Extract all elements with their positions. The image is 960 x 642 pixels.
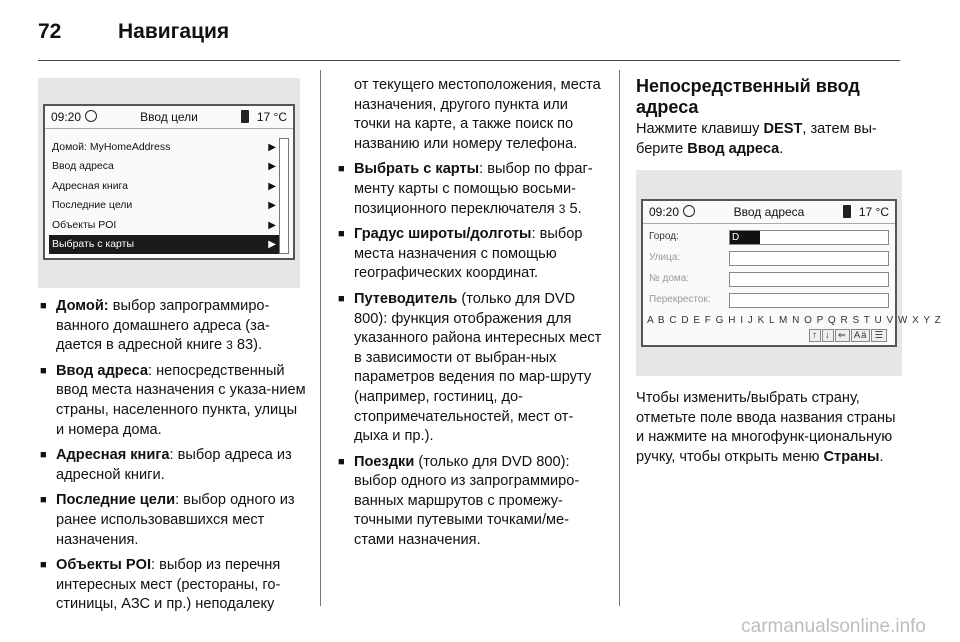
bullet-text: (только для DVD 800): выбор одного из запрограммиро-ванных маршрутов с промежу-точными путевыми точками/ме-стами назначения. — [354, 453, 580, 549]
city-value: D — [730, 231, 760, 244]
bullet-recent-destinations — [40, 491, 308, 550]
bullet-text: : выбор адреса из адресной книги. — [56, 447, 292, 483]
page-ref: 5. — [569, 200, 582, 217]
status-bar — [45, 106, 293, 129]
menu-item-label: Ввод адреса — [52, 160, 114, 172]
chevron-right-icon: ▶ — [268, 161, 276, 172]
list-icon[interactable]: ☰ — [871, 329, 887, 342]
country-paragraph — [636, 389, 906, 467]
text: . — [779, 140, 784, 157]
phone-icon — [843, 205, 851, 218]
screenshot-destination-entry — [38, 78, 300, 288]
bullet-trips — [338, 453, 606, 551]
term-select-from-map: Выбрать с карты — [354, 161, 480, 178]
page-ref: 83). — [236, 337, 263, 354]
menu-item-label: Адресная книга — [52, 180, 128, 192]
page-title: Навигация — [118, 20, 230, 43]
menu-item-label: Последние цели — [52, 199, 133, 211]
speller-controls — [808, 329, 887, 342]
intersection-field[interactable] — [729, 293, 889, 308]
status-bar — [643, 201, 895, 224]
watermark: carmanualsonline.info — [741, 616, 926, 637]
text: , затем вы-берите — [636, 121, 877, 157]
key-dest: DEST — [763, 121, 803, 137]
term-address-book: Адресная книга — [56, 447, 170, 464]
screen-title: Ввод адреса — [733, 205, 805, 219]
bullet-text: : выбор по фраг-менту карты с помощью восьми-позиционного переключателя — [354, 161, 593, 217]
page-ref-icon: 3 — [558, 201, 566, 216]
backspace-icon[interactable]: ⇐ — [835, 329, 850, 342]
label-house-number: № дома: — [649, 273, 690, 284]
phone-icon — [241, 110, 249, 123]
menu-item-address-book[interactable] — [49, 177, 280, 196]
bullet-text: : выбор одного из ранее использовавшихся мест назначения. — [56, 492, 295, 548]
chevron-right-icon: ▶ — [268, 142, 276, 153]
bullet-poi — [40, 556, 308, 615]
label-city: Город: — [649, 231, 679, 242]
section-heading: Непосредственный ввод адреса — [636, 76, 860, 117]
header-rule — [38, 60, 900, 61]
scrollbar[interactable] — [279, 138, 289, 254]
continued-text: от текущего местоположения, места назначения, другого пункта или точки на карте, а также поиск по названию или номеру телефона. — [354, 77, 601, 152]
column-2 — [338, 76, 606, 557]
chevron-right-icon: ▶ — [268, 181, 276, 192]
menu-ref-address-entry: Ввод адреса — [687, 140, 780, 157]
term-coordinates: Градус широты/долготы — [354, 226, 532, 243]
instruction-paragraph — [636, 120, 906, 159]
chevron-right-icon: ▶ — [268, 239, 276, 250]
bullet-text: выбор запрограммиро-ванного домашнего адреса (за-дается в адресной книге — [56, 298, 270, 354]
menu-item-poi[interactable] — [49, 216, 280, 235]
bullet-select-from-map — [338, 160, 606, 219]
text: . — [879, 448, 884, 465]
term-travel-guide: Путеводитель — [354, 290, 458, 307]
label-intersection: Перекресток: — [649, 294, 711, 305]
status-time: 09:20 — [51, 110, 82, 124]
city-field[interactable] — [729, 230, 889, 245]
menu-item-label: Домой: MyHomeAddress — [52, 141, 171, 153]
column-1 — [40, 297, 308, 621]
arrow-down-icon[interactable]: ↓ — [822, 329, 834, 342]
term-recent-destinations: Последние цели — [56, 492, 176, 509]
page-ref-icon: 3 — [226, 338, 233, 353]
label-street: Улица: — [649, 252, 681, 263]
menu-item-label: Выбрать с карты — [52, 238, 135, 250]
menu-item-address-entry[interactable] — [49, 157, 280, 176]
status-time: 09:20 — [649, 205, 680, 219]
menu-item-home[interactable] — [49, 138, 280, 157]
arrow-up-icon[interactable]: ↑ — [809, 329, 821, 342]
case-toggle-button[interactable]: Aä — [851, 329, 871, 342]
bullet-text: : непосредственный ввод места назначения с указа-нием страны, населенного пункта, улицы и номера дома. — [56, 362, 306, 438]
chevron-right-icon: ▶ — [268, 220, 276, 231]
bullet-text: (только для DVD 800): функция отображения для указанного района интересных мест в зависимости от выбран-ных параметров ведения по мар-шруту (например, гостиниц, до-стопримечательностей, мест от-дыха и пр.). — [354, 290, 602, 445]
bullet-text: : выбор места назначения с помощью географических координат. — [354, 226, 583, 282]
house-number-field[interactable] — [729, 272, 889, 287]
column-divider-1 — [320, 70, 321, 606]
menu-ref-countries: Страны — [823, 448, 880, 465]
menu-item-recent-destinations[interactable] — [49, 196, 280, 215]
bullet-travel-guide — [338, 290, 606, 447]
alphabet-speller[interactable]: A B C D E F G H I J K L M N O P Q R S T U V W X Y Z — [647, 315, 942, 326]
text: Нажмите клавишу — [636, 121, 764, 137]
bullet-coordinates — [338, 225, 606, 284]
bullet-address-book — [40, 446, 308, 485]
screenshot-address-entry — [636, 170, 942, 376]
term-poi: Объекты POI — [56, 557, 152, 574]
status-temp: 17 °C — [256, 110, 287, 124]
menu-item-label: Объекты POI — [52, 219, 117, 231]
term-address-entry: Ввод адреса — [56, 362, 148, 379]
bullet-address-entry — [40, 362, 308, 440]
bullet-text: : выбор из перечня интересных мест (рестораны, го-стиницы, АЗС и пр.) неподалеку — [56, 557, 281, 613]
nav-screen — [43, 104, 295, 260]
menu-item-select-from-map[interactable] — [49, 235, 280, 254]
screen-title: Ввод цели — [140, 110, 198, 124]
street-field[interactable] — [729, 251, 889, 266]
page-number: 72 — [38, 20, 62, 43]
status-temp: 17 °C — [858, 205, 889, 219]
column-divider-2 — [619, 70, 620, 606]
bullet-home — [40, 297, 308, 356]
nav-screen — [641, 199, 942, 347]
text: Чтобы изменить/выбрать страну, отметьте поле ввода названия страны и нажмите на многофунк-циональную ручку, чтобы открыть меню — [636, 390, 896, 465]
term-trips: Поездки — [354, 453, 415, 470]
chevron-right-icon: ▶ — [268, 200, 276, 211]
term-home: Домой: — [56, 298, 109, 314]
